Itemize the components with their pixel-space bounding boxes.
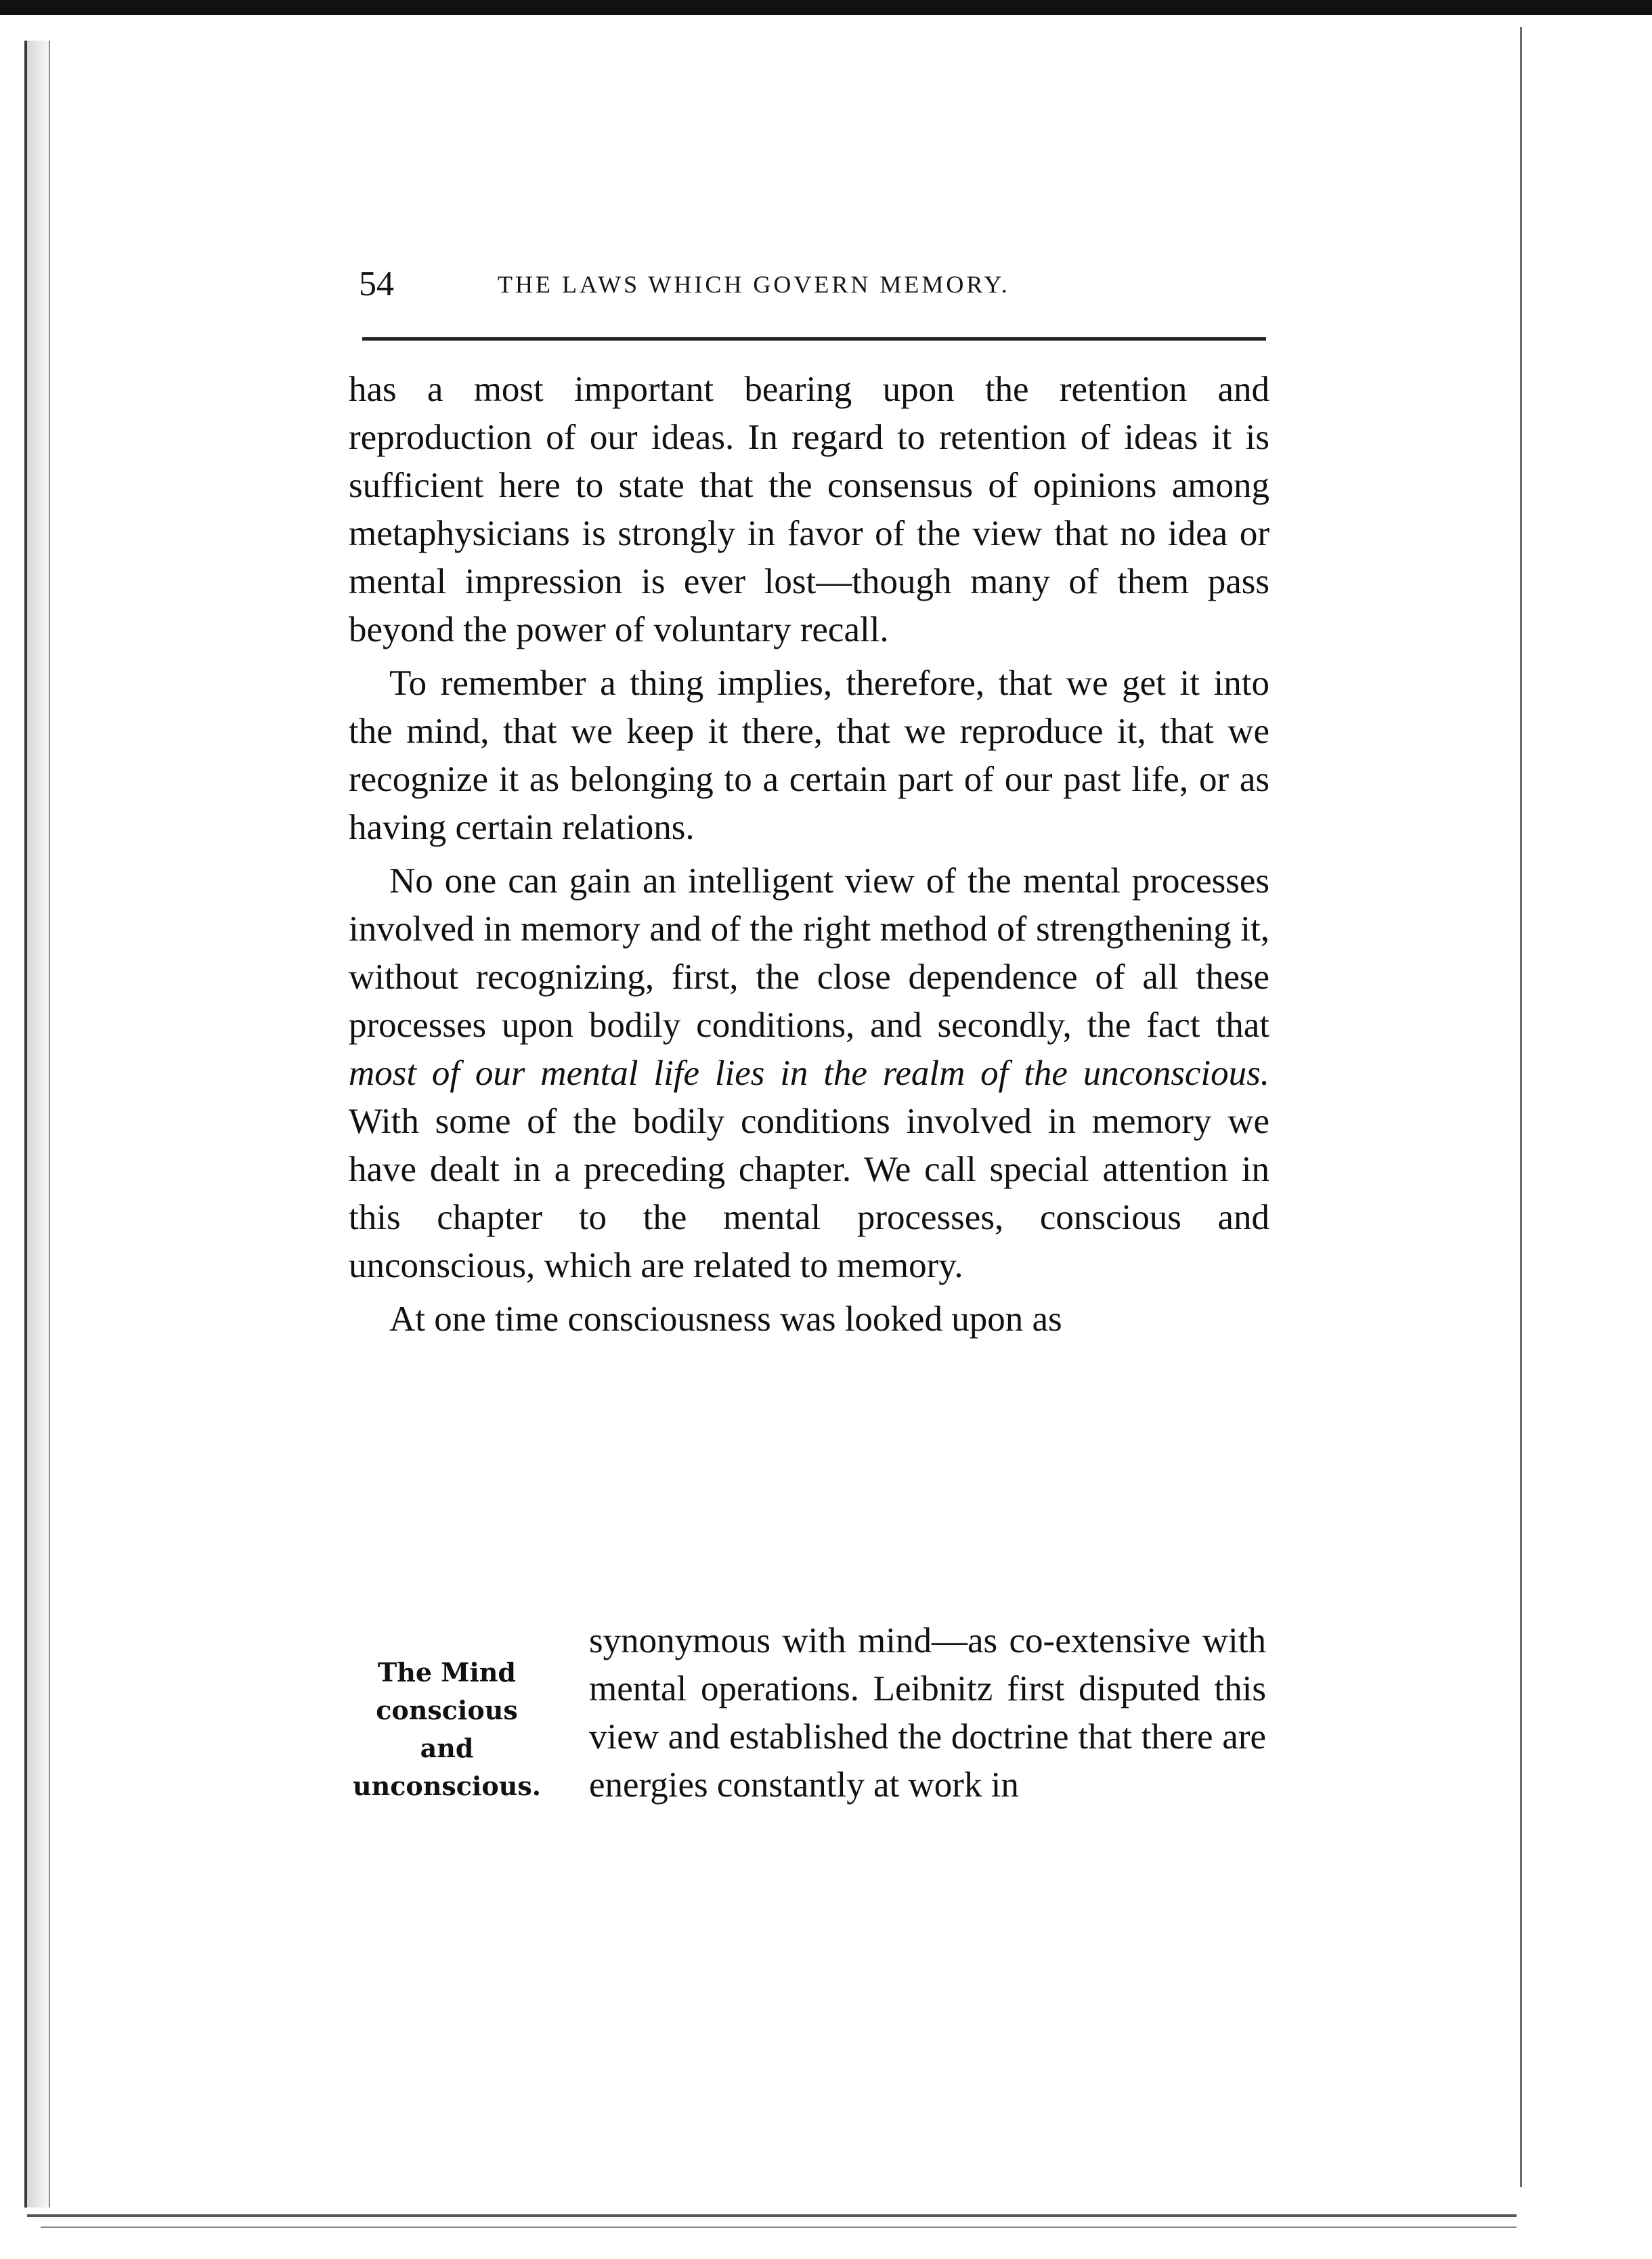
paragraph-text: No one can gain an intelligent view of the mental processes involved in memory and of the right method of strengthening it, without recognizing, first, the close dependence of all these processes upon bodily conditions, and secondly, the fact that (349, 861, 1269, 1045)
paragraph-continued: has a most important bearing upon the retention and reproduction of our ideas. In regard to retention of ideas it is sufficient here to state that the consensus of opinions among metaphysicians is strongly in favor of the view that no idea or mental impression is ever lost—though many of them pass beyond the power of voluntary recall. (349, 370, 1269, 649)
scanner-top-border (0, 0, 1652, 15)
book-spine-edge (24, 41, 50, 2208)
paragraph-consciousness-first-line: At one time consciousness was looked upon as (389, 1299, 1062, 1339)
paragraph-text: With some of the bodily conditions involved in memory we have dealt in a preceding chapter. We call special attention in this chapter to the mental processes, conscious and unconscious, which are related to memory. (349, 1102, 1269, 1285)
running-header (359, 261, 1266, 308)
section-with-margin-note (349, 1617, 1269, 1888)
margin-note-line: unconscious. (353, 1771, 541, 1801)
page-number: 54 (359, 265, 394, 303)
margin-note-line: conscious (376, 1695, 518, 1725)
margin-note-line: The Mind (377, 1657, 516, 1687)
header-rule (362, 337, 1266, 341)
page-bottom-edge (27, 2214, 1517, 2217)
body-text (349, 366, 1269, 1343)
italic-emphasis: most of our mental life lies in the realm of the unconscious. (349, 1054, 1269, 1093)
running-title: THE LAWS WHICH GOVERN MEMORY. (498, 271, 1010, 298)
paragraph-remember: To remember a thing implies, therefore, that we get it into the mind, that we keep it there, that we reproduce it, that we recognize it as belonging to a certain part of our past life, or as having certain relations. (349, 664, 1269, 847)
paragraph-text: synonymous with mind—as co-extensive with mental operations. Leibnitz first disputed this view and established the doctrine that there are energies constantly at work in (589, 1621, 1266, 1805)
paragraph-intelligent-view (349, 857, 1269, 1290)
margin-note (349, 1654, 545, 1805)
paragraph-consciousness-rest (589, 1617, 1266, 1809)
page-right-edge (1520, 27, 1522, 2187)
page-bottom-edge-shadow (41, 2226, 1517, 2228)
margin-note-line: and (420, 1733, 474, 1763)
